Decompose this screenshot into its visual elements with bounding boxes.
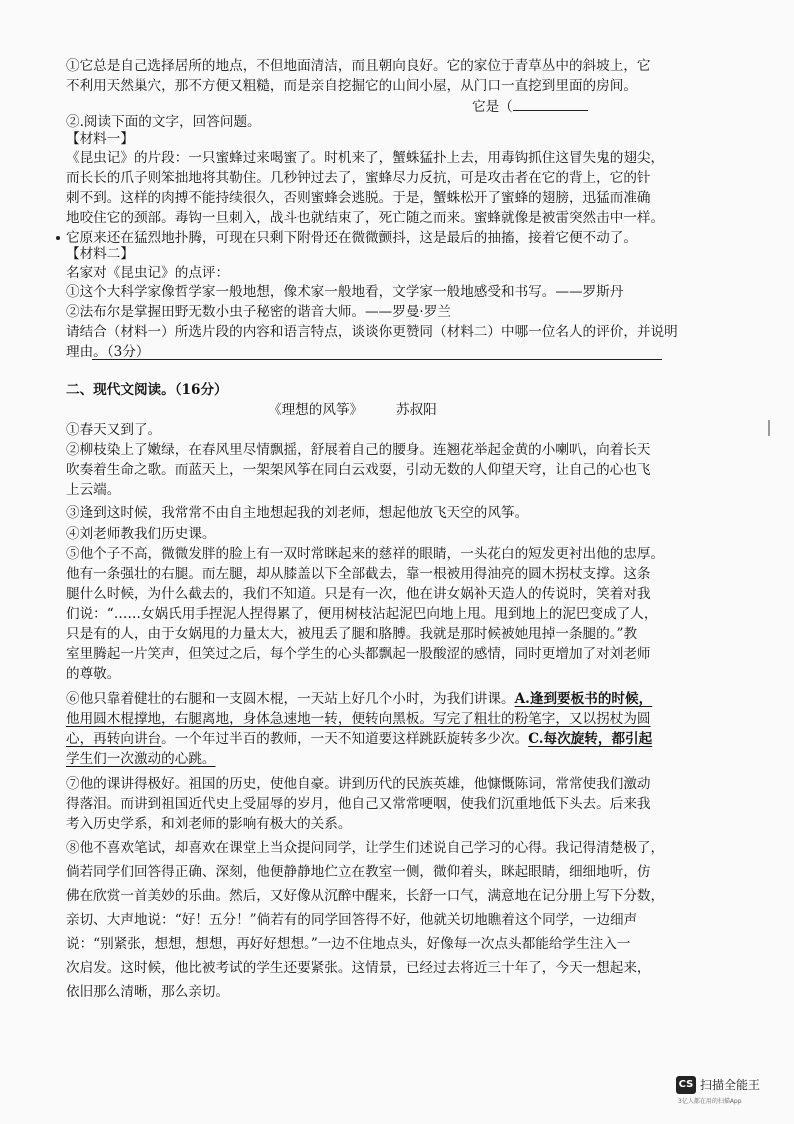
watermark-title: 扫描全能王 [700, 1078, 761, 1092]
paragraph-line: ①春天又到了。 [66, 422, 162, 438]
underlined-sentence-b: 他用圆木棍撑地，右腿离地，身体急速地一转，便转向黑板。写完了粗壮的粉笔字，又以拐杖为圆 [66, 711, 651, 727]
text-line: 它原来还在猛烈地扑腾，可现在只剩下附骨还在微微颤抖，这是最后的抽搐，接着它便不动了。 [66, 230, 637, 246]
article-author: 苏叔阳 [396, 402, 437, 418]
watermark-subtitle: 3亿人都在用的扫描App [678, 1098, 742, 1105]
text-line: 名家对《昆虫记》的点评： [66, 265, 230, 281]
text-line: ②法布尔是掌握田野无数小虫子秘密的谐音大师。——罗曼·罗兰 [66, 304, 451, 320]
text-line: ①这个大科学家像哲学家一般地想，像术家一般地看，文学家一般地感受和书写。——罗斯丹 [66, 284, 624, 300]
underlined-sentence-b-end: 心，再转向讲台 [66, 731, 162, 747]
text-line: 请结合（材料一）所选片段的内容和语言特点，谈谈你更赞同（材料二）中哪一位名人的评价，并说明 [66, 324, 678, 340]
text-segment: 。一个年过半百的教师，一天不知道要这样跳跃旋转多少次。 [161, 731, 529, 747]
material-one-title: 【材料一】 [66, 131, 134, 147]
text-line: 地咬住它的颈部。毒钩一旦刺入，战斗也就结束了，死亡随之而来。蜜蜂就像是被雷突然击中一样。 [66, 210, 665, 226]
paragraph-line: 依旧那么清晰，那么亲切。 [66, 984, 230, 1000]
question-heading: ②.阅读下面的文字，回答问题。 [66, 114, 261, 130]
paragraph-line: ⑦他的课讲得极好。祖国的历史，使他自豪。讲到历代的民族英雄，他慷慨陈词，常常使我们激动 [66, 776, 651, 792]
text-segment: ⑥他只靠着健壮的右腿和一支圆木棍，一天站上好几个小时，为我们讲课。 [66, 691, 515, 707]
material-two-title: 【材料二】 [66, 246, 134, 262]
underlined-sentence-c-end: 学生们一次激动的心跳。 [66, 751, 216, 767]
paragraph-line: ③逢到这时候，我常常不由自主地想起我的刘老师，想起他放飞天空的风筝。 [66, 505, 529, 521]
underlined-sentence-a: A.逢到要板书的时候， [514, 691, 653, 707]
paragraph-line: 亲切、大声地说：“好！五分！”倘若有的同学回答得不好，他就关切地瞧着这个同学，一边细声 [66, 912, 638, 928]
article-title: 《理想的风筝》 [268, 402, 364, 418]
paragraph-line: 上云端。 [66, 482, 121, 498]
text-line: 不利用天然巢穴，那不方便又粗糙，而是亲自挖掘它的山间小屋，从门口一直挖到里面的房间。 [66, 78, 637, 94]
underlined-sentence-c: C.每次旋转，都引起 [528, 731, 653, 747]
paragraph-line: 腿什么时候，为什么截去的，我们不知道。只是有一次，他在讲女娲补天造人的传说时，笑着对我 [66, 586, 651, 602]
scan-margin-mark [768, 420, 770, 436]
paragraph-line: ②柳枝染上了嫩绿，在春风里尽情飘摇，舒展着自己的腰身。连翘花举起金黄的小喇叭，向着长天 [66, 442, 651, 458]
paragraph-line: 们说：“……女娲氏用手捏泥人捏得累了，便用树枝沾起泥巴向地上甩。甩到地上的泥巴变成了人， [66, 606, 658, 622]
paragraph-line: 次启发。这时候，他比被考试的学生还要紧张。这情景，已经过去将近三十年了，今天一想起来， [66, 960, 651, 976]
answer-rule [92, 359, 662, 360]
paragraph-line: 只是有的人，由于女娲甩的力量太大，被甩丢了腿和胳膊。我就是那时候被她甩掉一条腿的。”教 [66, 626, 638, 642]
text-line: 《昆虫记》的片段：一只蜜蜂过来喝蜜了。时机来了，蟹蛛猛扑上去，用毒钩抓住这冒失鬼的翅尖， [66, 150, 665, 166]
paragraph-line [66, 729, 706, 749]
paragraph-line: 他有一条强壮的右腿。而左腿，却从膝盖以下全部截去，靠一根被用得油亮的圆木拐杖支撑。这条 [66, 566, 651, 582]
text-line: 而长长的爪子则笨拙地将其勒住。几秒钟过去了，蜜蜂尽力反抗，可是攻击者在它的背上，它的针 [66, 170, 651, 186]
paragraph-line: 说：“别紧张，想想，想想，再好好想想。”一边不住地点头，好像每一次点头都能给学生注入一 [66, 936, 631, 952]
paragraph-line: 吹奏着生命之歌。而蓝天上，一架架风筝在同白云戏耍，引动无数的人仰望天穹，让自己的心也飞 [66, 462, 651, 478]
scanner-logo-icon: CS [676, 1076, 696, 1094]
paragraph-line: 室里腾起一片笑声，但笑过之后，每个学生的心头都飘起一股酸涩的感情，同时更增加了对刘老师 [66, 646, 651, 662]
text-line: 理由。（3分） [66, 344, 150, 360]
text-line: ①它总是自己选择居所的地点，不但地面清洁，而且朝向良好。它的家位于青草丛中的斜坡上，它 [66, 58, 651, 74]
text-line: 刺不到。这样的肉搏不能持续很久，否则蜜蜂会逃脱。于是，蟹蛛松开了蜜蜂的翅膀，迅猛而准确 [66, 190, 651, 206]
paragraph-line: 倘若同学们回答得正确、深刻，他便静静地伫立在教室一侧，微仰着头，眯起眼睛，细细地听，仿 [66, 864, 651, 880]
scanner-watermark [676, 1074, 776, 1108]
section-heading: 二、现代文阅读。（16分） [66, 382, 228, 398]
paragraph-line: ④刘老师教我们历史课。 [66, 526, 216, 542]
margin-dot [56, 236, 60, 240]
answer-prefix: 它是（ [472, 99, 513, 115]
answer-blank [513, 96, 588, 111]
paragraph-line: 佛在欣赏一首美妙的乐曲。然后，又好像从沉醉中醒来，长舒一口气，满意地在记分册上写下分数， [66, 888, 665, 904]
paragraph-line: 得落泪。而讲到祖国近代史上受屈辱的岁月，他自己又常常哽咽，使我们沉重地低下头去。后来我 [66, 796, 651, 812]
paragraph-line: ⑧他不喜欢笔试，却喜欢在课堂上当众提问同学，让学生们述说自己学习的心得。我记得清楚极了， [66, 840, 665, 856]
paragraph-line: ⑤他个子不高，微微发胖的脸上有一双时常眯起来的慈祥的眼睛，一头花白的短发更衬出他的忠厚。 [66, 546, 665, 562]
paragraph-line: 的尊敬。 [66, 666, 121, 682]
paragraph-line: 考入历史学系，和刘老师的影响有极大的关系。 [66, 816, 352, 832]
paragraph-line [66, 689, 706, 709]
